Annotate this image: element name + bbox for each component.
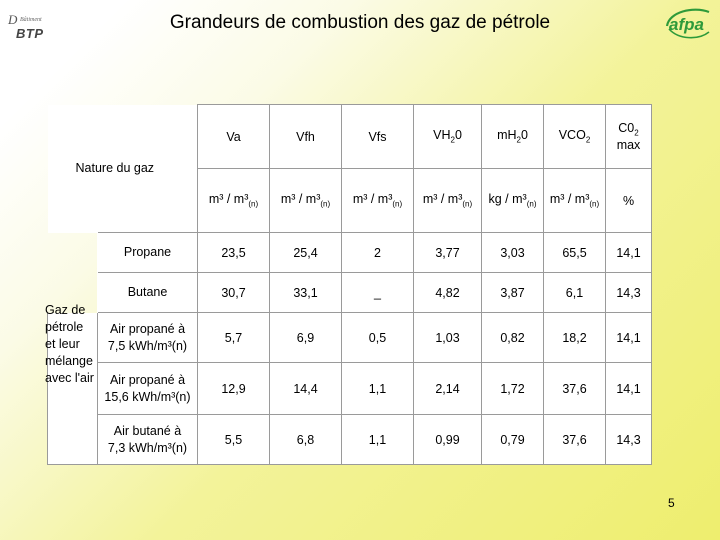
col-header-co2-max: $C0_2$ max (606, 105, 652, 169)
unit-vfh: $m^3 / m^3_{(n)}$ (270, 169, 342, 233)
table-cell: 1,1 (342, 363, 414, 415)
table-cell: 18,2 (544, 313, 606, 363)
table-cell: 30,7 (198, 273, 270, 313)
table-cell: 37,6 (544, 415, 606, 465)
table-row (48, 233, 652, 273)
col-header-vfs: Vfs (342, 105, 414, 169)
logo-small-text: Bâtiment (20, 17, 42, 23)
nature-du-gaz-label: Nature du gaz (48, 105, 198, 233)
combustion-table (47, 104, 652, 465)
row-label-air-propane-15-6: Air propané à 15,6 kWh/m³(n) (98, 363, 198, 415)
table-cell: 3,77 (414, 233, 482, 273)
table-cell: 5,7 (198, 313, 270, 363)
table-cell: 0,5 (342, 313, 414, 363)
col-header-vh2o: $VH_20$ (414, 105, 482, 169)
table-cell: 23,5 (198, 233, 270, 273)
table-cell: 0,99 (414, 415, 482, 465)
table-row (48, 313, 652, 363)
table-cell: 6,8 (270, 415, 342, 465)
table-cell: 1,1 (342, 415, 414, 465)
col-header-vfh: Vfh (270, 105, 342, 169)
table-cell: 14,1 (606, 313, 652, 363)
table-cell: 4,82 (414, 273, 482, 313)
row-label-propane: Propane (98, 233, 198, 273)
gaz-melange-text: Gaz de pétrole et leur mélange avec l'air (45, 303, 94, 385)
row-label-butane: Butane (98, 273, 198, 313)
table-cell: 5,5 (198, 415, 270, 465)
table-cell: 3,87 (482, 273, 544, 313)
logo-letter: D (8, 12, 18, 27)
slide-title: Grandeurs de combustion des gaz de pétrole (169, 12, 551, 33)
table-cell: 2,14 (414, 363, 482, 415)
table-cell: 3,03 (482, 233, 544, 273)
logo-btp-text: BTP (16, 26, 44, 41)
table-cell: 37,6 (544, 363, 606, 415)
logo-afpa-text: afpa (669, 15, 704, 34)
table-cell: 1,03 (414, 313, 482, 363)
table-cell: 1,72 (482, 363, 544, 415)
table-row (48, 273, 652, 313)
unit-mh2o: kg / $m^3_{(n)}$ (482, 169, 544, 233)
page-number: 5 (668, 496, 675, 510)
unit-co2-max: % (606, 169, 652, 233)
table-cell: 6,1 (544, 273, 606, 313)
col-header-va: Va (198, 105, 270, 169)
table-cell: 0,82 (482, 313, 544, 363)
unit-vh2o: $m^3 / m^3_{(n)}$ (414, 169, 482, 233)
unit-vfs: $m^3 / m^3_{(n)}$ (342, 169, 414, 233)
table-cell: 0,79 (482, 415, 544, 465)
afpa-logo (663, 6, 713, 44)
unit-va: $m^3 / m^3_{(n)}$ (198, 169, 270, 233)
row-label-air-butane-7-3: Air butané à 7,3 kWh/m³(n) (98, 415, 198, 465)
table-cell: 14,1 (606, 363, 652, 415)
table-cell: 14,1 (606, 233, 652, 273)
table-cell: 6,9 (270, 313, 342, 363)
col-header-mh2o: $mH_20$ (482, 105, 544, 169)
header-row-names (48, 105, 652, 169)
table-cell: 65,5 (544, 233, 606, 273)
table-cell: 14,3 (606, 273, 652, 313)
table-cell: _ (342, 273, 414, 313)
gaz-melange-label (45, 303, 98, 465)
table-row (48, 415, 652, 465)
table-row (48, 363, 652, 415)
row-label-air-propane-7-5: Air propané à 7,5 kWh/m³(n) (98, 313, 198, 363)
table-cell: 33,1 (270, 273, 342, 313)
table-cell: 25,4 (270, 233, 342, 273)
unit-vco2: $m^3 / m^3_{(n)}$ (544, 169, 606, 233)
table-cell: 14,3 (606, 415, 652, 465)
blank-cell (48, 233, 98, 273)
table-cell: 14,4 (270, 363, 342, 415)
table-cell: 12,9 (198, 363, 270, 415)
table-cell: 2 (342, 233, 414, 273)
col-header-vco2: $VCO_2$ (544, 105, 606, 169)
